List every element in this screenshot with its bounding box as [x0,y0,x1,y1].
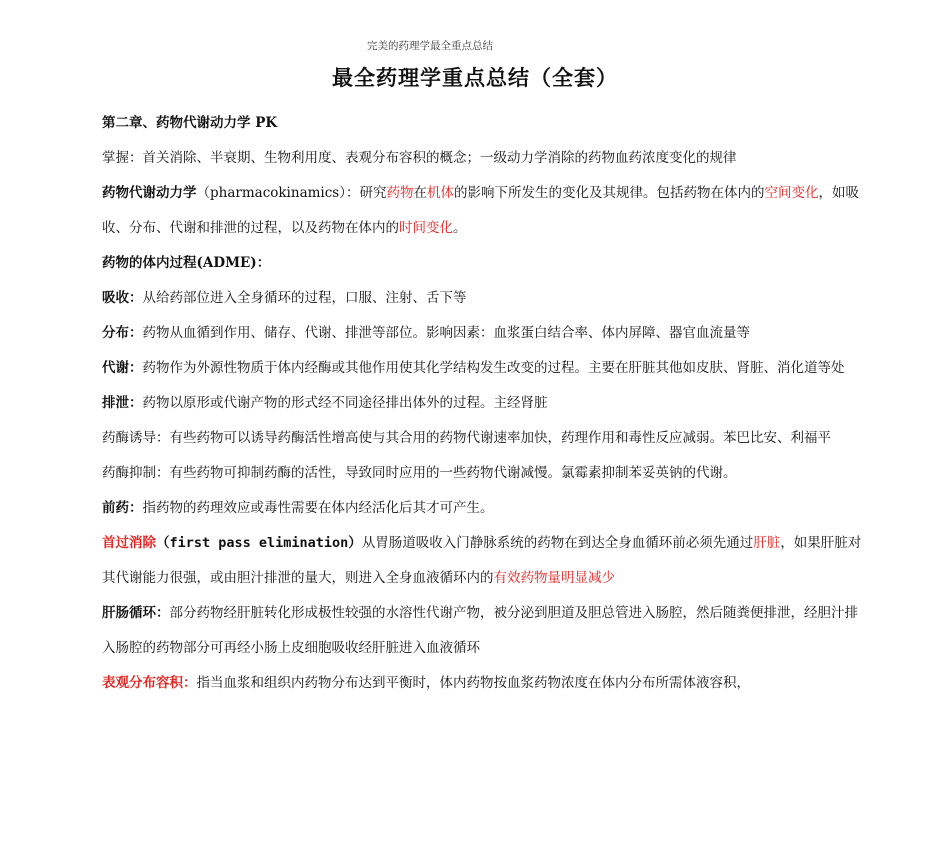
adme-heading: 药物的体内过程(ADME)： [102,255,271,271]
enzyme-induction-paragraph: 药酶诱导：有些药物可以诱导药酶活性增高使与其合用的药物代谢速率加快，药理作用和毒性反应减弱。苯巴比安、利福平 [102,430,831,446]
absorption-text: 从给药部位进入全身循环的过程，口服、注射、舌下等 [142,290,467,306]
vd-text: 指当血浆和组织内药物分布达到平衡时，体内药物按血浆药物浓度在体内分布所需体液容积， [196,675,750,691]
first-pass-text-2: ，如果肝脏对其代谢能力很强，或由胆汁排泄的量大，则进入全身血液循环内的 [102,535,862,586]
document-body [102,106,862,701]
mastery-paragraph: 掌握：首关消除、半衰期、生物利用度、表观分布容积的概念；一级动力学消除的药物血药浓度变化的规律 [102,150,737,166]
metabolism-text: 药物作为外源性物质于体内经酶或其他作用使其化学结构发生改变的过程。主要在肝脏其他如皮肤、肾脏、消化道等处 [142,360,845,376]
first-pass-term: 首过消除 [102,535,156,551]
distribution-paragraph [102,316,862,351]
pk-highlight-space: 空间变化 [764,185,819,201]
excretion-term: 排泄： [102,395,143,411]
pk-definition-paragraph [102,176,862,246]
metabolism-paragraph [102,351,862,386]
distribution-text: 药物从血循到作用、储存、代谢、排泄等部位。影响因素：血浆蛋白结合率、体内屏障、器官血流量等 [142,325,750,341]
vd-term: 表观分布容积： [102,675,197,691]
pk-text-1: ：研究 [345,185,387,201]
vd-paragraph [102,666,862,701]
pk-text-4: ，如吸收、分布、代谢和排泄的过程，以及药物在体内的 [102,185,859,236]
pk-text-3: 的影响下所发生的变化及其规律。包括药物在体内的 [453,185,765,201]
enterohepatic-paragraph [102,596,862,666]
pk-highlight-time: 时间变化 [399,220,453,236]
page-header: 完美的药理学最全重点总结 [367,40,493,52]
page-title: 最全药理学重点总结（全套） [332,65,618,90]
excretion-text: 药物以原形或代谢产物的形式经不同途径排出体外的过程。主经肾脏 [142,395,548,411]
prodrug-paragraph [102,491,862,526]
first-pass-english: （first pass elimination） [156,535,362,551]
pk-highlight-body: 机体 [426,185,454,201]
enzyme-inhibition-paragraph: 药酶抑制：有些药物可抑制药酶的活性，导致同时应用的一些药物代谢减慢。氯霉素抑制苯妥英钠的代谢。 [102,465,737,481]
pk-text-2: 在 [413,185,427,201]
first-pass-highlight-reduced: 有效药物量明显减少 [493,570,615,586]
pk-text-5: 。 [453,220,467,236]
pk-highlight-drug: 药物 [386,185,414,201]
absorption-term: 吸收： [102,290,143,306]
enterohepatic-term: 肝肠循环： [102,605,170,621]
prodrug-text: 指药物的药理效应或毒性需要在体内经活化后其才可产生。 [142,500,494,516]
prodrug-term: 前药： [102,500,143,516]
excretion-paragraph [102,386,862,421]
first-pass-text-1: 从胃肠道吸收入门静脉系统的药物在到达全身血循环前必须先通过 [361,535,754,551]
first-pass-paragraph [102,526,862,596]
distribution-term: 分布： [102,325,143,341]
absorption-paragraph [102,281,862,316]
chapter-heading: 第二章、药物代谢动力学 PK [102,115,278,131]
pk-term: 药物代谢动力学 [102,185,197,201]
enterohepatic-text: 部分药物经肝脏转化形成极性较强的水溶性代谢产物，被分泌到胆道及胆总管进入肠腔，然后随粪便排泄，经胆汁排入肠腔的药物部分可再经小肠上皮细胞吸收经肝脏进入血液循环 [102,605,858,656]
metabolism-term: 代谢： [102,360,143,376]
pk-english: （pharmacokinamics） [196,185,346,201]
first-pass-highlight-liver: 肝脏 [753,535,781,551]
